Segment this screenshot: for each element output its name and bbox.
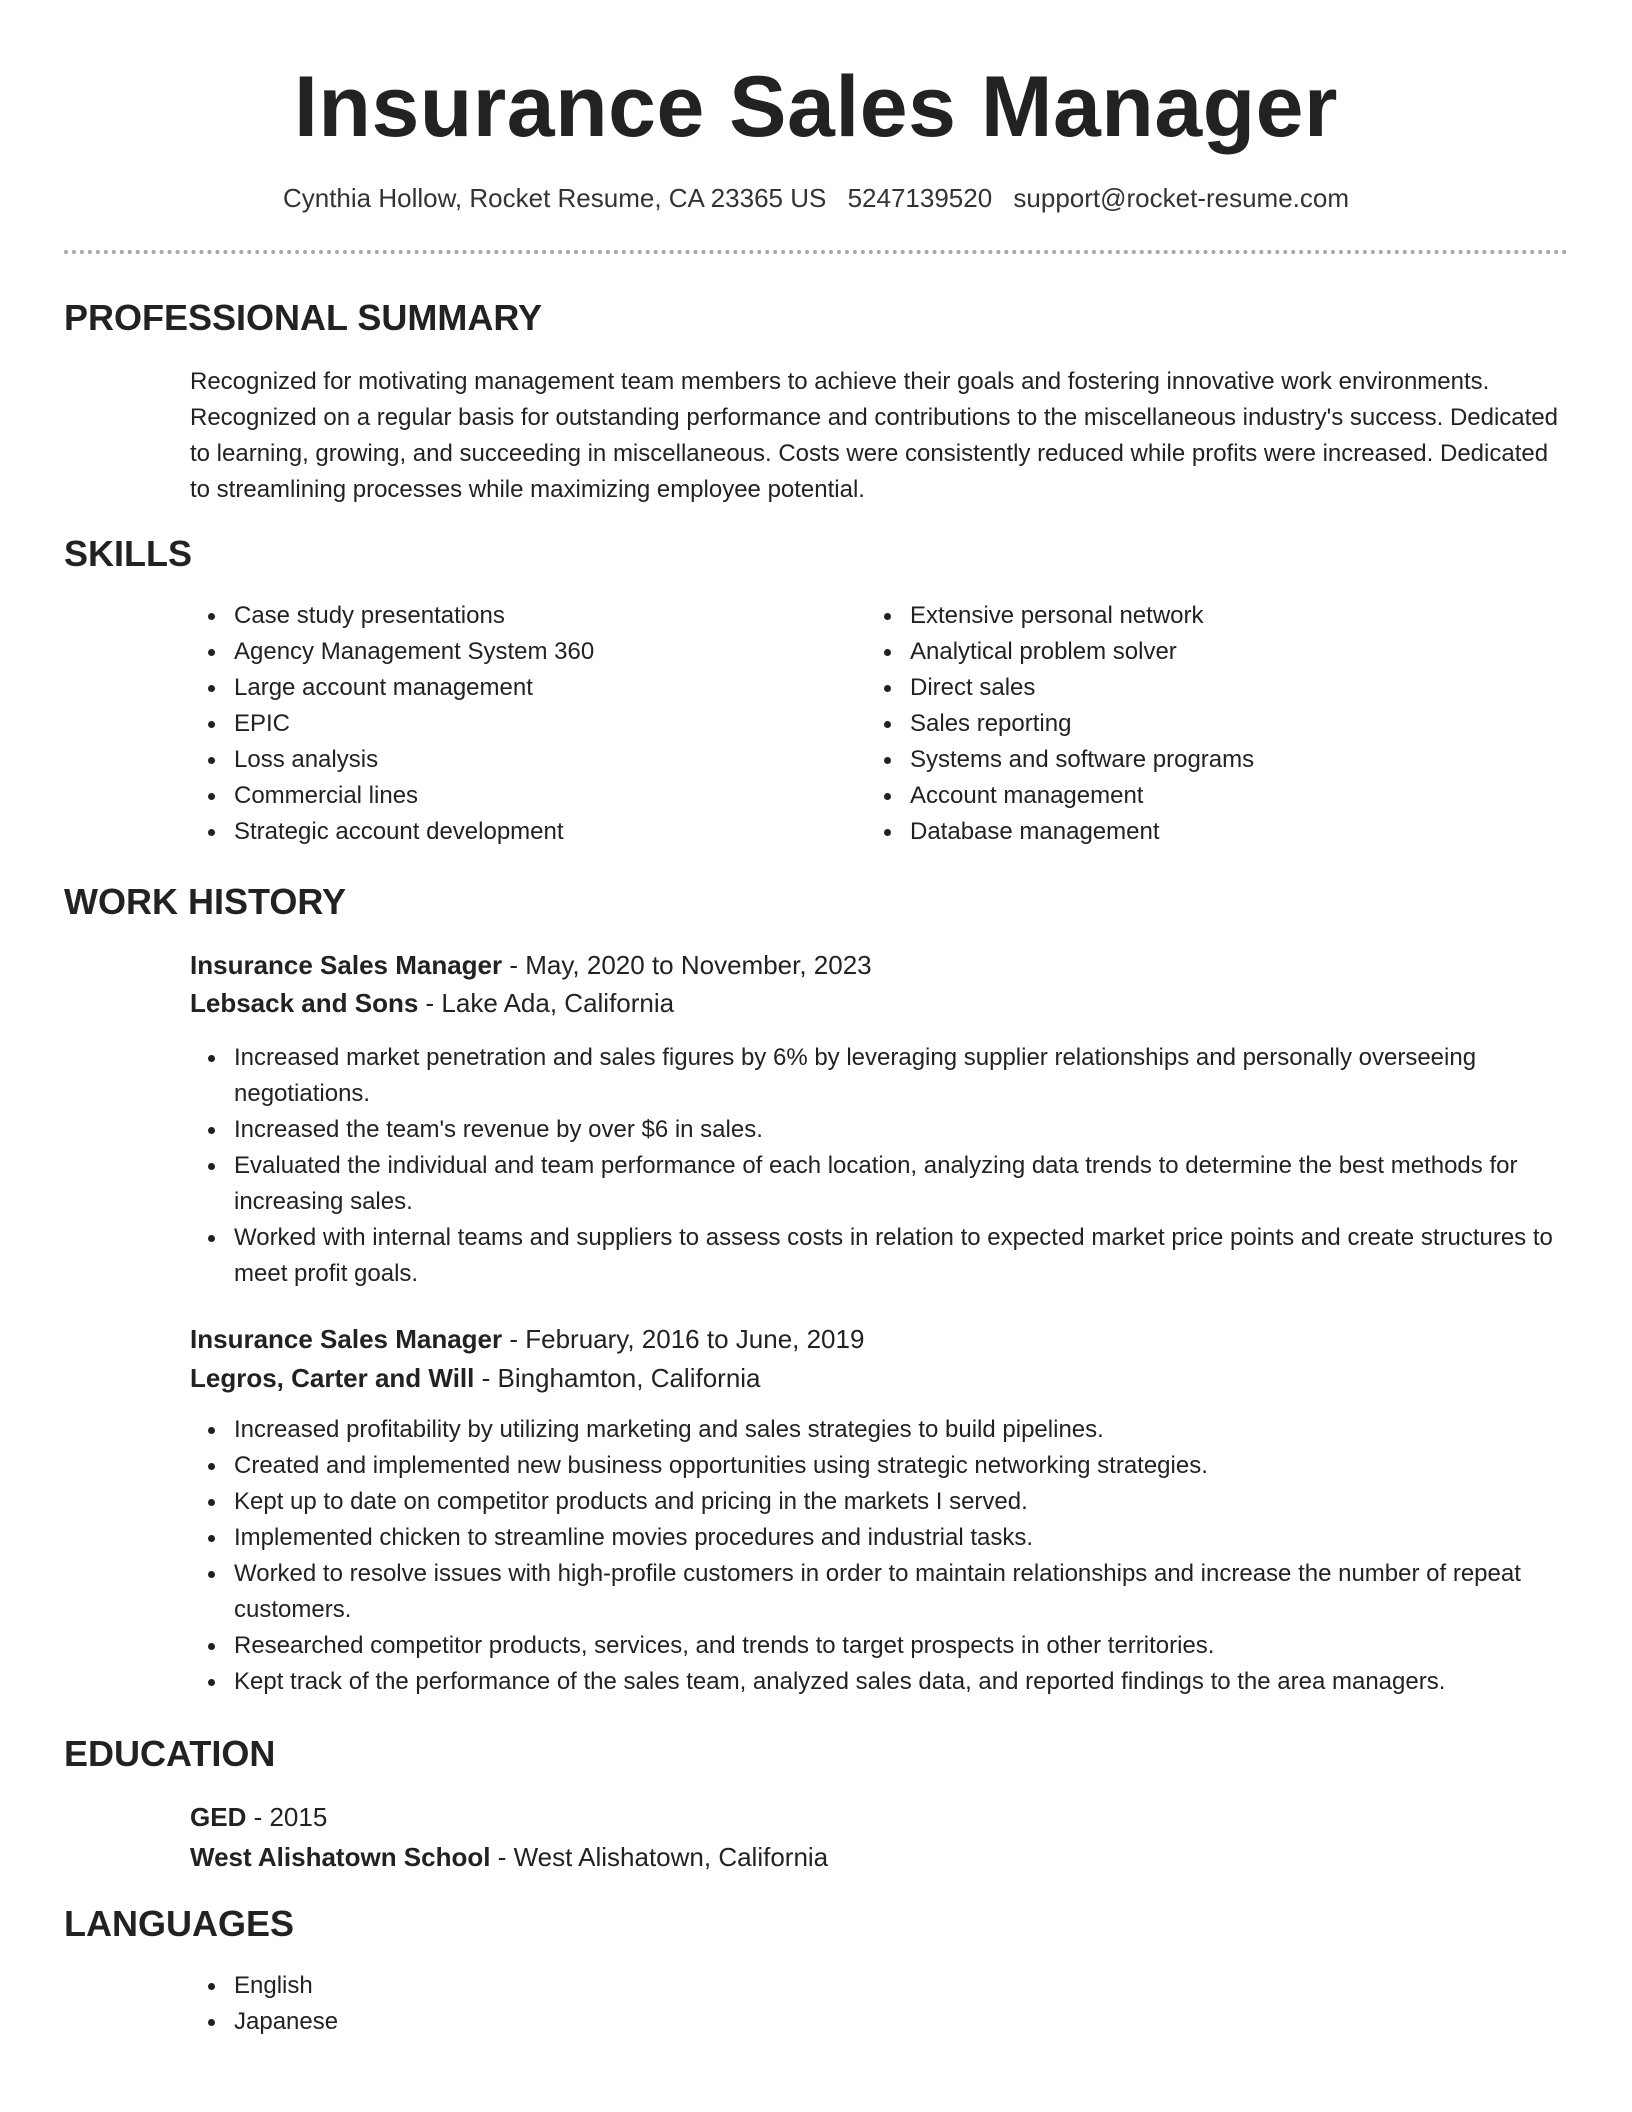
job-bullet: Worked to resolve issues with high-profile customers in order to maintain relationships and increase the number of repeat customers. <box>190 1556 1570 1628</box>
education-year: - 2015 <box>246 1802 328 1832</box>
resume-title: Insurance Sales Manager <box>294 59 1338 155</box>
job-location: - Lake Ada, California <box>418 988 675 1018</box>
skill-item: Strategic account development <box>190 814 850 850</box>
skill-item: Analytical problem solver <box>866 634 1566 670</box>
contact-address: Cynthia Hollow, Rocket Resume, CA 23365 US <box>282 183 827 213</box>
job-bullet: Implemented chicken to streamline movies procedures and industrial tasks. <box>190 1520 1570 1556</box>
skill-item: Database management <box>866 814 1566 850</box>
contact-phone: 5247139520 <box>847 183 993 213</box>
job-1-bullets <box>190 1040 1570 1292</box>
language-item: Japanese <box>190 2004 790 2040</box>
skill-item: Agency Management System 360 <box>190 634 850 670</box>
skill-item: Loss analysis <box>190 742 850 778</box>
skill-item: Systems and software programs <box>866 742 1566 778</box>
education-school-line <box>190 1838 828 1876</box>
language-item: English <box>190 1968 790 2004</box>
skill-item: EPIC <box>190 706 850 742</box>
job-2-company-line <box>190 1359 761 1397</box>
contact-line <box>0 180 1632 216</box>
job-2-title-line <box>190 1320 864 1358</box>
job-location: - Binghamton, California <box>474 1363 761 1393</box>
job-1-title-line <box>190 946 872 984</box>
skill-item: Extensive personal network <box>866 598 1566 634</box>
job-role: Insurance Sales Manager <box>190 950 503 980</box>
languages-list <box>190 1968 790 2040</box>
skill-item: Case study presentations <box>190 598 850 634</box>
job-company: Legros, Carter and Will <box>190 1363 475 1393</box>
job-company: Lebsack and Sons <box>190 988 419 1018</box>
header-divider <box>64 250 1568 254</box>
education-heading: EDUCATION <box>64 1733 276 1774</box>
languages-heading: LANGUAGES <box>64 1903 295 1944</box>
job-2-bullets <box>190 1412 1570 1700</box>
job-bullet: Increased profitability by utilizing marketing and sales strategies to build pipelines. <box>190 1412 1570 1448</box>
work-heading: WORK HISTORY <box>64 881 347 922</box>
job-bullet: Researched competitor products, services, and trends to target prospects in other territories. <box>190 1628 1570 1664</box>
skill-item: Account management <box>866 778 1566 814</box>
summary-text: Recognized for motivating management team members to achieve their goals and fostering innovative work environments. Recognized on a regular basis for outstanding performance and contributions to the miscellaneous industry's success. Dedicated to learning, growing, and succeeding in miscellaneous. Costs were consistently reduced while profits were increased. Dedicated to streamlining processes while maximizing employee potential. <box>190 368 1559 503</box>
job-role: Insurance Sales Manager <box>190 1324 503 1354</box>
contact-email: support@rocket-resume.com <box>1013 183 1350 213</box>
skills-list-right <box>866 598 1566 850</box>
job-bullet: Created and implemented new business opportunities using strategic networking strategies. <box>190 1448 1570 1484</box>
education-location: - West Alishatown, California <box>490 1842 829 1872</box>
job-dates: - February, 2016 to June, 2019 <box>502 1324 865 1354</box>
education-degree: GED <box>190 1802 247 1832</box>
skill-item: Commercial lines <box>190 778 850 814</box>
job-bullet: Increased market penetration and sales figures by 6% by leveraging supplier relationships and personally overseeing negotiations. <box>190 1040 1570 1112</box>
job-bullet: Evaluated the individual and team performance of each location, analyzing data trends to determine the best methods for increasing sales. <box>190 1148 1570 1220</box>
job-dates: - May, 2020 to November, 2023 <box>502 950 872 980</box>
summary-heading: PROFESSIONAL SUMMARY <box>64 297 543 338</box>
skills-heading: SKILLS <box>64 533 193 574</box>
education-degree-line <box>190 1798 327 1836</box>
job-bullet: Worked with internal teams and suppliers to assess costs in relation to expected market price points and create structures to meet profit goals. <box>190 1220 1570 1292</box>
skill-item: Direct sales <box>866 670 1566 706</box>
education-school: West Alishatown School <box>190 1842 491 1872</box>
job-bullet: Increased the team's revenue by over $6 in sales. <box>190 1112 1570 1148</box>
job-bullet: Kept up to date on competitor products and pricing in the markets I served. <box>190 1484 1570 1520</box>
skill-item: Large account management <box>190 670 850 706</box>
job-bullet: Kept track of the performance of the sales team, analyzed sales data, and reported findings to the area managers. <box>190 1664 1570 1700</box>
skills-list-left <box>190 598 850 850</box>
job-1-company-line <box>190 984 674 1022</box>
skill-item: Sales reporting <box>866 706 1566 742</box>
